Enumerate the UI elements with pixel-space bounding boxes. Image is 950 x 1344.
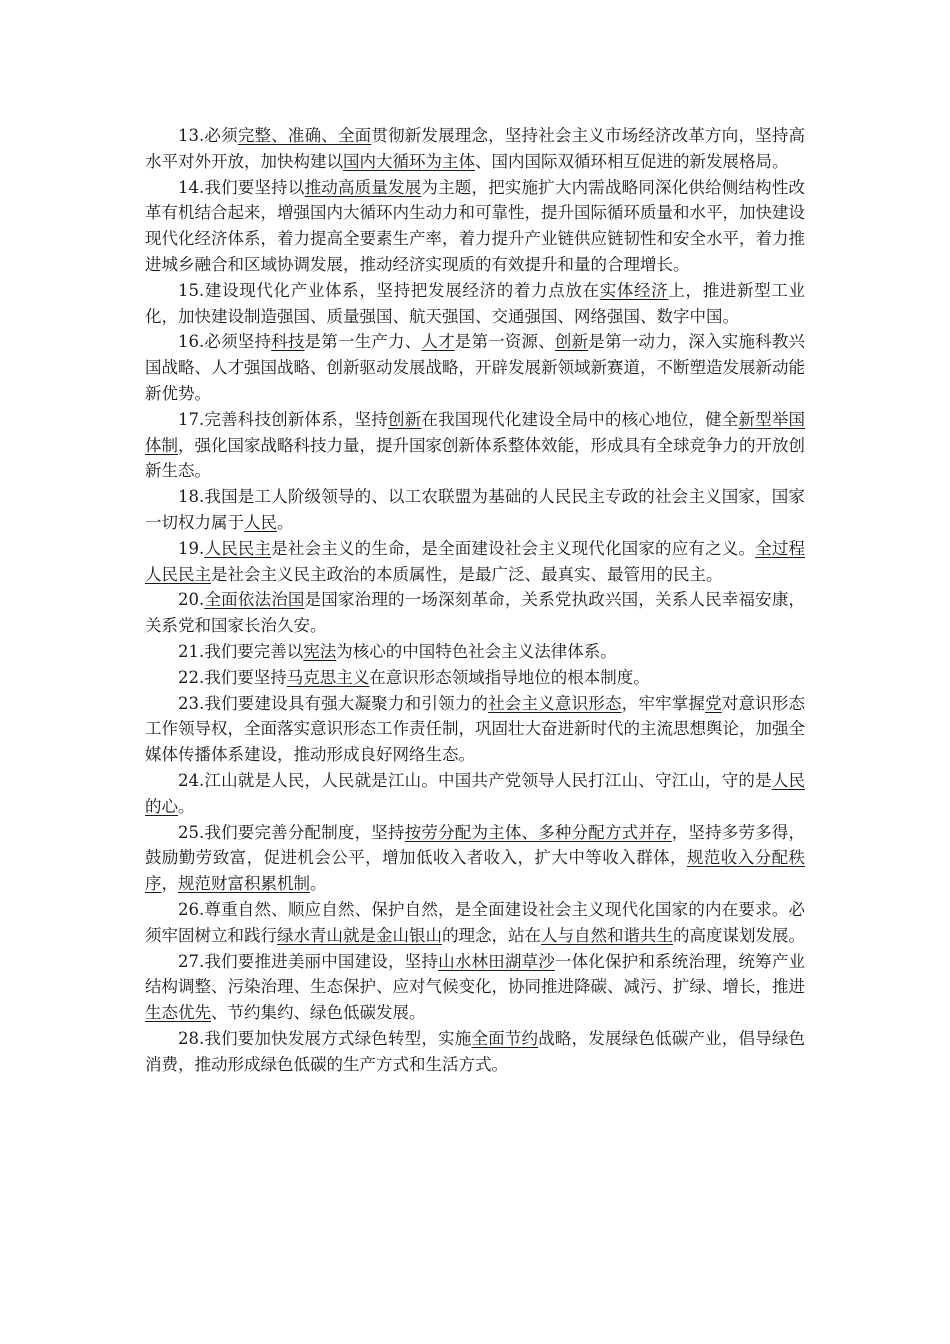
paragraph-25 (145, 820, 805, 897)
underlined-term: 人与自然和谐共生 (541, 925, 673, 945)
paragraph-text: 。 (178, 796, 195, 816)
underlined-term: 推动高质量发展 (304, 177, 422, 197)
underlined-term: 创新 (388, 409, 422, 429)
paragraph-19 (145, 536, 805, 588)
paragraph-text: 27.我们要推进美丽中国建设，坚持 (178, 951, 439, 971)
underlined-term: 规范财富积累机制 (178, 874, 310, 894)
paragraph-text: 是国家治理的一场深刻革命，关系党执政兴国，关系人民幸福安康，关系党和国家长治久安。 (145, 590, 805, 636)
paragraph-text: 18.我国是工人阶级领导的、以工农联盟为基础的人民民主专政的社会主义国家，国家一切权力属于 (145, 487, 805, 532)
paragraph-text: 为主题，把实施扩大内需战略同深化供给侧结构性改革有机结合起来，增强国内大循环内生动力和可靠性，提升国际循环质量和水平，加快建设现代化经济体系，着力提高全要素生产率，着力提升产业链供应链韧性和安全水平，着力推进城乡融合和区域协调发展，推动经济实现质的有效提升和量的合理增长。 (145, 177, 805, 274)
paragraph-text: 26.尊重自然、顺应自然、保护自然，是全面建设社会主义现代化国家的内在要求。必须牢固树立和践行 (145, 899, 805, 945)
paragraph-text: 是社会主义民主政治的本质属性，是最广泛、最真实、最管用的民主。 (211, 564, 723, 584)
underlined-term: 科技 (271, 332, 305, 352)
paragraph-text: 22.我们要坚持 (178, 667, 287, 687)
paragraph-text: 一体化保护和系统治理，统筹产业结构调整、污染治理、生态保护、应对气候变化，协同推进降碳、减污、扩绿、增长，推进 (145, 951, 805, 997)
paragraph-text: 17.完善科技创新体系，坚持 (178, 409, 388, 429)
paragraph-20 (145, 587, 805, 639)
underlined-term: 山水林田湖草沙 (438, 951, 555, 971)
underlined-term: 人民民主 (204, 538, 272, 558)
paragraph-text: 23.我们要建设具有强大凝聚力和引领力的 (178, 693, 489, 713)
paragraph-18 (145, 484, 805, 536)
paragraph-15 (145, 278, 805, 330)
paragraph-text: 24.江山就是人民，人民就是江山。中国共产党领导人民打江山、守江山，守的是 (178, 770, 772, 790)
paragraph-text: 是社会主义的生命，是全面建设社会主义现代化国家的应有之义。 (271, 538, 756, 558)
paragraph-text: 战略，发展绿色低碳产业，倡导绿色消费，推动形成绿色低碳的生产方式和生活方式。 (145, 1028, 805, 1074)
paragraph-text: 28.我们要加快发展方式绿色转型，实施 (178, 1028, 472, 1048)
paragraph-text: 上，推进新型工业化，加快建设制造强国、质量强国、航天强国、交通强国、网络强国、数字中国。 (145, 280, 806, 326)
underlined-term: 按劳分配为主体、多种分配方式并存 (404, 822, 672, 842)
underlined-term: 全面节约 (471, 1028, 539, 1048)
document-body (145, 123, 805, 1077)
underlined-term: 社会主义意识形态 (488, 693, 622, 713)
underlined-term: 绿水青山就是金山银山 (277, 925, 442, 945)
underlined-term: 宪法 (303, 641, 337, 661)
paragraph-text: 15.建设现代化产业体系，坚持把发展经济的着力点放在 (178, 280, 600, 300)
paragraph-24 (145, 768, 805, 820)
paragraph-text: ，坚持多劳多得，鼓励勤劳致富，促进机会公平，增加低收入者收入，扩大中等收入群体， (145, 822, 805, 868)
paragraph-text: 为核心的中国特色社会主义法律体系。 (336, 641, 617, 661)
underlined-term: 人民 (244, 512, 277, 532)
paragraph-text: 在意识形态领域指导地位的根本制度。 (369, 667, 650, 687)
paragraph-text: 。 (277, 512, 294, 532)
paragraph-text: 、节约集约、绿色低碳发展。 (211, 1003, 426, 1023)
paragraph-text: 对意识形态工作领导权，全面落实意识形态工作责任制，巩固壮大奋进新时代的主流思想舆论，加强全媒体传播体系建设，推动形成良好网络生态。 (145, 693, 805, 765)
underlined-term: 规范收入分配秩序 (145, 848, 806, 894)
paragraph-text: 的理念，站在 (442, 925, 541, 945)
underlined-term: 全过程人民民主 (145, 538, 805, 584)
paragraph-text: 。 (310, 874, 327, 894)
paragraph-text: 的高度谋划发展。 (673, 925, 805, 945)
underlined-term: 党 (705, 693, 722, 713)
paragraph-text: ，牢牢掌握 (621, 693, 706, 713)
paragraph-text: 是第一动力，深入实施科教兴国战略、人才强国战略、创新驱动发展战略，开辟发展新领域新赛道，不断塑造发展新动能新优势。 (145, 332, 805, 403)
paragraph-text: 21.我们要完善以 (178, 641, 304, 661)
paragraph-text: 25.我们要完善分配制度，坚持 (178, 822, 405, 842)
paragraph-14 (145, 175, 805, 278)
underlined-term: 人民的心 (145, 770, 805, 816)
paragraph-17 (145, 407, 805, 484)
paragraph-28 (145, 1026, 805, 1078)
underlined-term: 新型举国体制 (145, 409, 805, 455)
paragraph-text: ， (161, 874, 178, 894)
underlined-term: 国内大循环为主体 (343, 151, 475, 171)
paragraph-text: 、国内国际双循环相互促进的新发展格局。 (475, 151, 789, 171)
paragraph-text: 13.必须 (178, 126, 238, 145)
paragraph-13 (145, 123, 805, 175)
paragraph-text: 贯彻新发展理念，坚持社会主义市场经济改革方向，坚持高水平对外开放，加快构建以 (145, 126, 805, 171)
underlined-term: 人才 (421, 332, 455, 352)
underlined-term: 实体经济 (599, 280, 669, 300)
paragraph-text: 是第一资源、 (454, 332, 555, 352)
underlined-term: 完整、准确、全面 (237, 126, 372, 145)
paragraph-text: 在我国现代化建设全局中的核心地位，健全 (421, 409, 739, 429)
underlined-term: 全面依法治国 (204, 590, 305, 610)
paragraph-text: 20. (178, 590, 205, 610)
paragraph-23 (145, 691, 805, 768)
paragraph-text: ，强化国家战略科技力量，提升国家创新体系整体效能，形成具有全球竞争力的开放创新生态。 (145, 435, 805, 481)
underlined-term: 马克思主义 (286, 667, 370, 687)
paragraph-21 (145, 639, 805, 665)
paragraph-text: 是第一生产力、 (304, 332, 422, 352)
paragraph-22 (145, 665, 805, 691)
underlined-term: 生态优先 (145, 1003, 211, 1023)
underlined-term: 创新 (554, 332, 589, 352)
paragraph-16 (145, 329, 805, 406)
paragraph-text: 16.必须坚持 (178, 332, 272, 352)
paragraph-text: 14.我们要坚持以 (178, 177, 305, 197)
paragraph-27 (145, 949, 805, 1026)
paragraph-text: 19. (178, 538, 205, 558)
paragraph-26 (145, 897, 805, 949)
